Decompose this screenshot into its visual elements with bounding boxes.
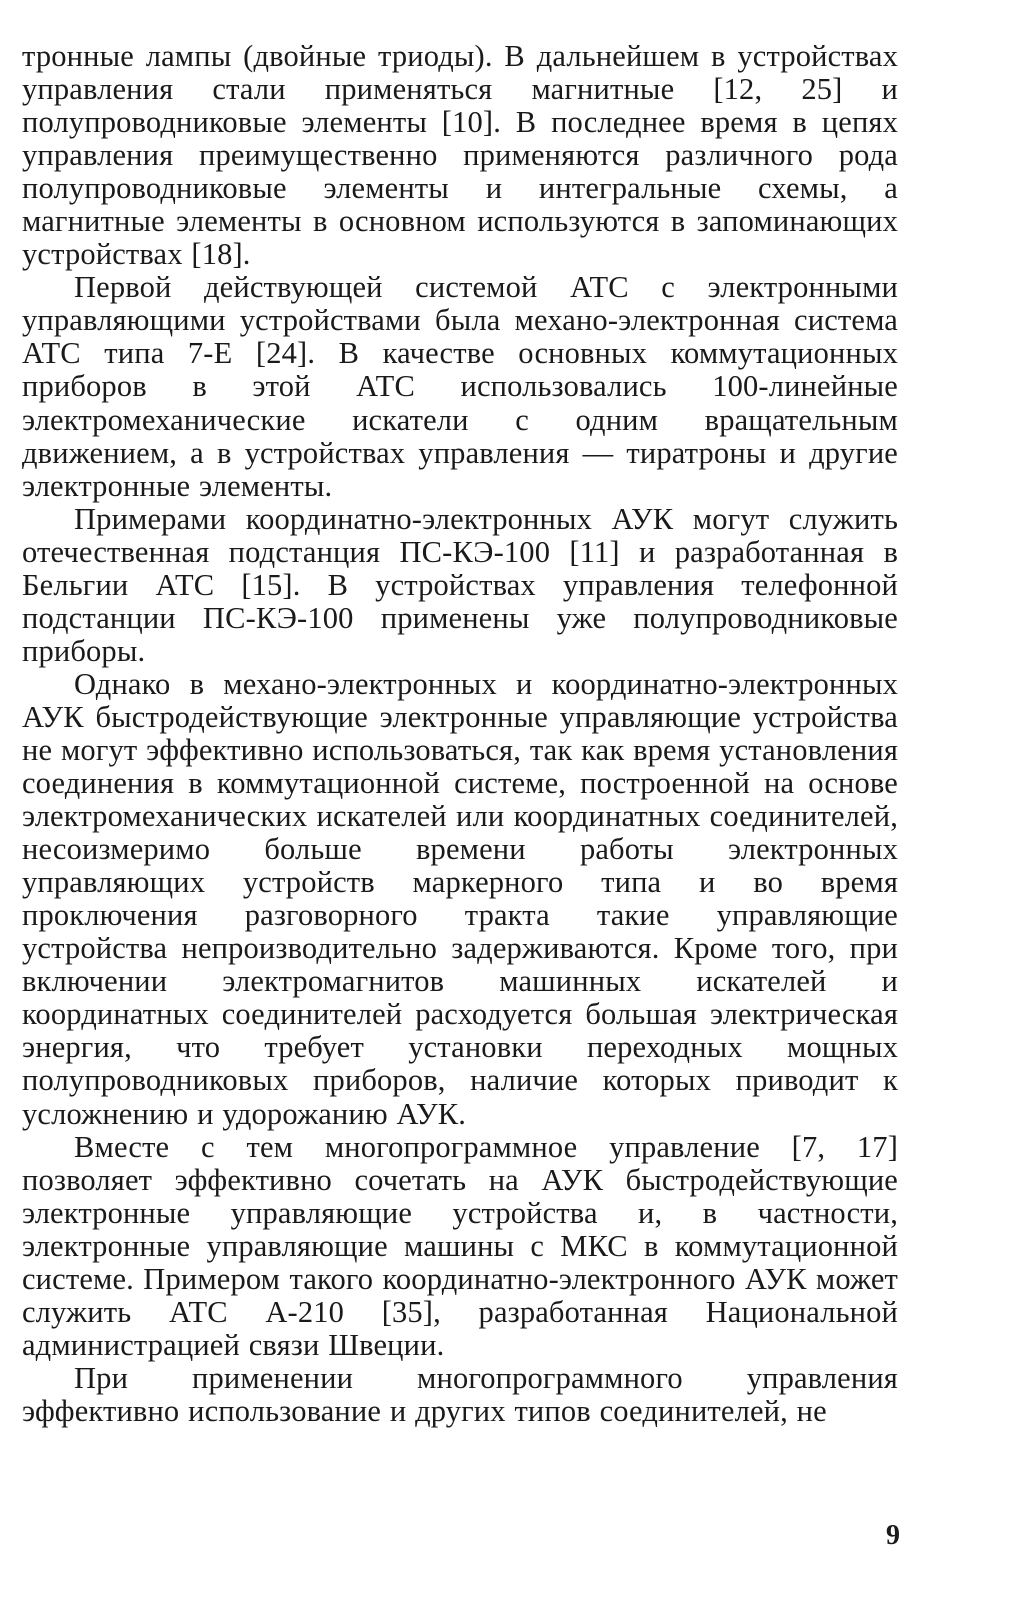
paragraph-2: Первой действующей системой АТС с электронными управляющими устройствами была механо-электронная система АТС типа 7-Е [24]. В качестве основных коммутационных приборов в этой АТС использовались 100-линейные электромеханические искатели с одним вращательным движением, а в устройствах управления — тиратроны и другие электронные элементы. xyxy=(22,270,898,503)
body-text xyxy=(22,40,898,1428)
paragraph-6: При применении многопрограммного управления эффективно использование и других типов соединителей, не xyxy=(22,1360,898,1428)
paragraph-5: Вместе с тем многопрограммное управление [7, 17] позволяет эффективно сочетать на АУК быстродействующие электронные управляющие устройства и, в частности, электронные управляющие машины с МКС в коммутационной системе. Примером такого координатно-электронного АУК может служить АТС А-210 [35], разработанная Национальной администрацией связи Швеции. xyxy=(22,1129,898,1362)
page-number: 9 xyxy=(886,1520,900,1551)
paragraph-4: Однако в механо-электронных и координатно-электронных АУК быстродействующие электронные управляющие устройства не могут эффективно использоваться, так как время установления соединения в коммутационной системе, построенной на основе электромеханических искателей или координатных соединителей, несоизмеримо больше времени работы электронных управляющих устройств маркерного типа и во время проключения разговорного тракта такие управляющие устройства непроизводительно задерживаются. Кроме того, при включении электромагнитов машинных искателей и координатных соединителей расходуется большая электрическая энергия, что требует установки переходных мощных полупроводниковых приборов, наличие которых приводит к усложнению и удорожанию АУК. xyxy=(22,666,898,1131)
paragraph-3: Примерами координатно-электронных АУК могут служить отечественная подстанция ПС-КЭ-100 [11] и разработанная в Бельгии АТС [15]. В устройствах управления телефонной подстанции ПС-КЭ-100 применены уже полупроводниковые приборы. xyxy=(22,501,898,668)
paragraph-1: тронные лампы (двойные триоды). В дальнейшем в устройствах управления стали применяться магнитные [12, 25] и полупроводниковые элементы [10]. В последнее время в цепях управления преимущественно применяются различного рода полупроводниковые элементы и интегральные схемы, а магнитные элементы в основном используются в запоминающих устройствах [18]. xyxy=(22,39,898,272)
